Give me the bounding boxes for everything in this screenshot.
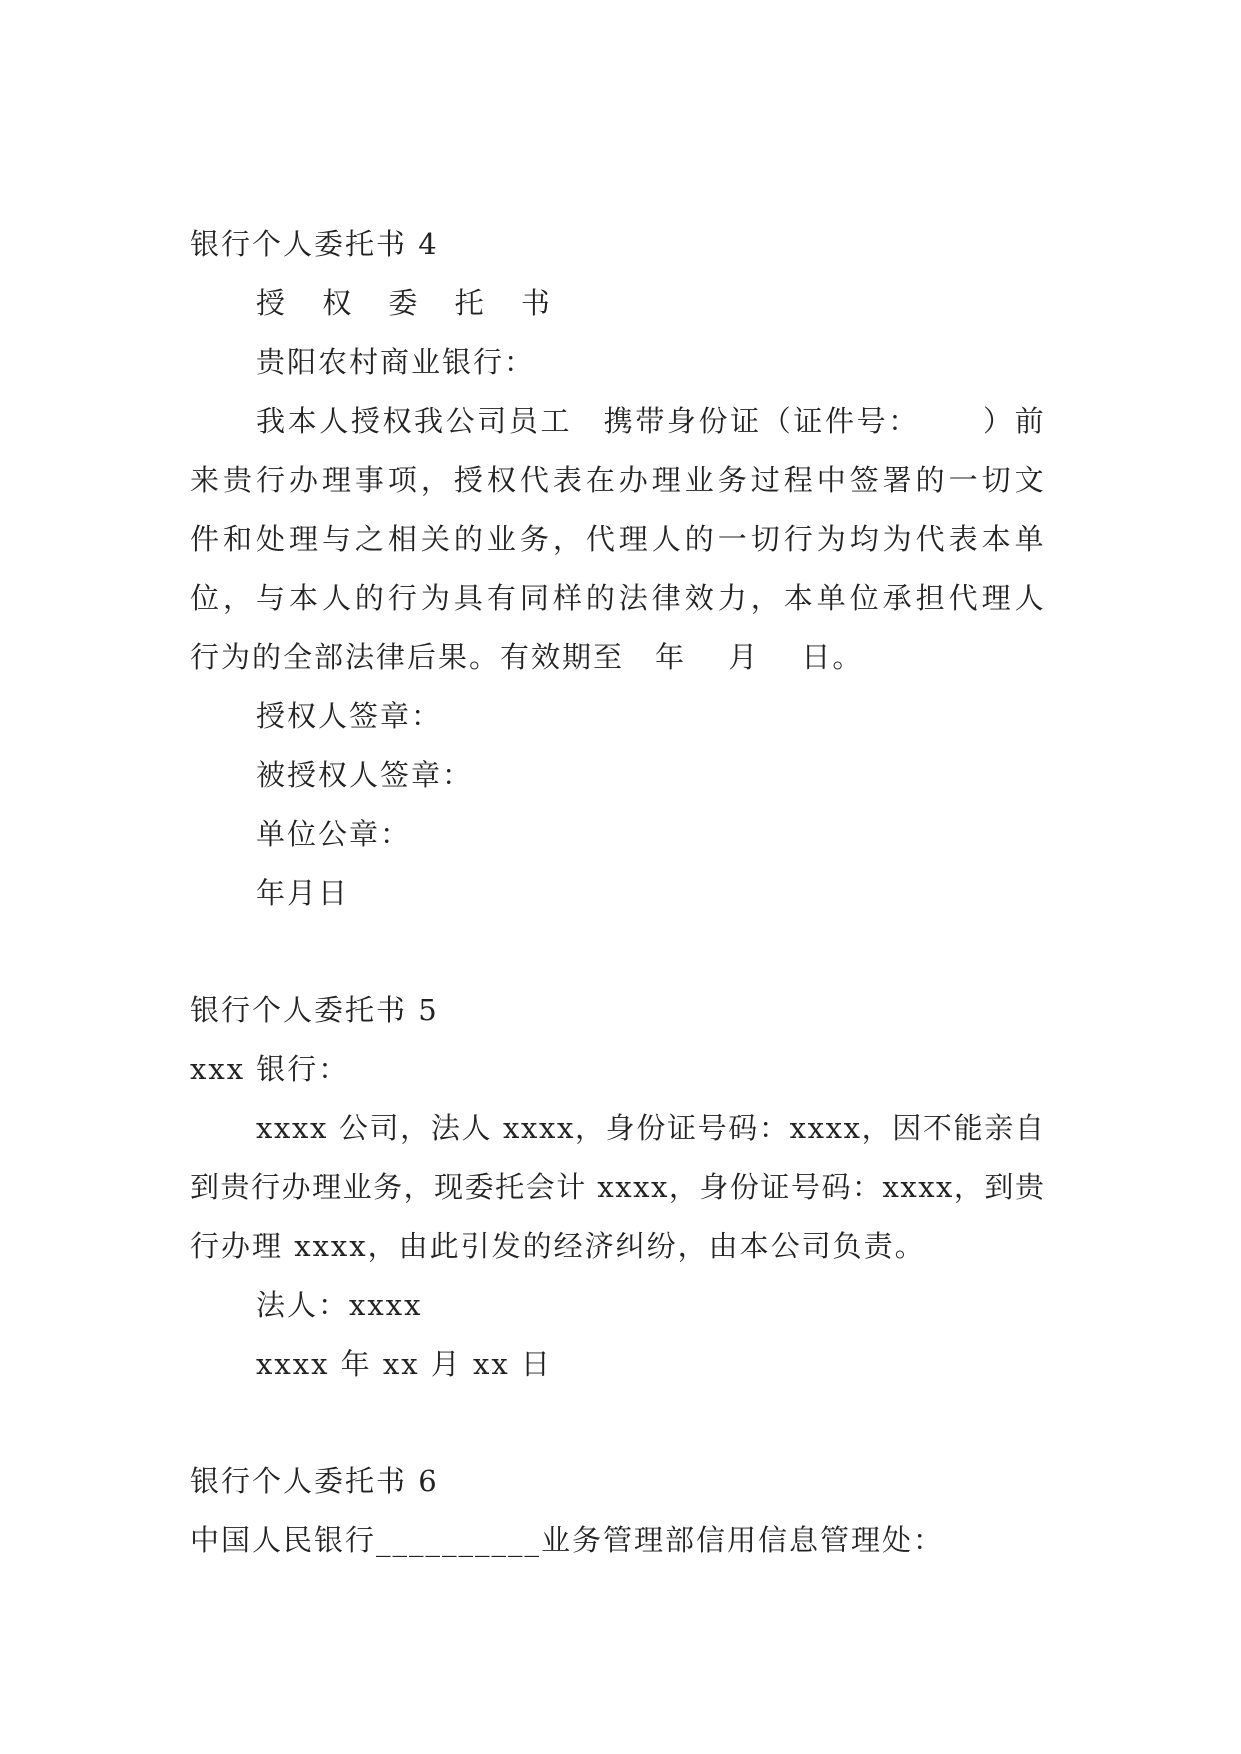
salutation-5: xxx 银行： bbox=[190, 1052, 350, 1086]
body-line-4-2: 来 贵 行 办 理 事 项 ， 授 权 代 表 在 办 理 业 务 过 程 中 签 署 的 一 切 文 bbox=[190, 463, 1044, 497]
body-line-5-3: 行办理 xxxx，由此引发的经济纠纷，由本公司负责。 bbox=[190, 1229, 926, 1263]
sign-line-authorizer: 授权人签章： bbox=[256, 699, 443, 733]
section-title-4: 授 权 委 托 书 bbox=[256, 286, 564, 320]
salutation-4: 贵阳农村商业银行： bbox=[256, 345, 536, 379]
body-line-4-4: 位 ， 与 本 人 的 行 为 具 有 同 样 的 法 律 效 力 ， 本 单 位 承 担 代 理 人 bbox=[190, 581, 1044, 615]
sign-line-date-4: 年月日 bbox=[256, 876, 350, 910]
sign-line-authorized: 被授权人签章： bbox=[256, 758, 474, 792]
sign-line-date-5: xxxx 年 xx 月 xx 日 bbox=[256, 1347, 552, 1381]
section-heading-4: 银行个人委托书 4 bbox=[190, 227, 439, 261]
body-line-4-5: 行为的全部法律后果。有效期至 年 月 日。 bbox=[190, 640, 864, 674]
sign-line-company-seal: 单位公章： bbox=[256, 817, 412, 851]
body-line-5-2: 到 贵 行 办 理 业 务 ， 现 委 托 会 计 x x x x ， 身 份 证 号 码 ： x x x x ， 到 贵 bbox=[190, 1170, 1044, 1204]
section-heading-5: 银行个人委托书 5 bbox=[190, 993, 439, 1027]
body-line-5-1: x x x x 公 司 ， 法 人 x x x x ， 身 份 证 号 码 ： x x x x ， 因 不 能 亲 自 bbox=[256, 1111, 1044, 1145]
sign-line-legal-person: 法人：xxxx bbox=[256, 1288, 423, 1322]
salutation-6: 中国人民银行__________业务管理部信用信息管理处： bbox=[190, 1523, 945, 1557]
body-line-4-3: 件 和 处 理 与 之 相 关 的 业 务 ， 代 理 人 的 一 切 行 为 均 为 代 表 本 单 bbox=[190, 522, 1044, 556]
body-line-4-1: 我 本 人 授 权 我 公 司 员 工 携 带 身 份 证 （ 证 件 号 ： ） 前 bbox=[256, 404, 1044, 438]
section-heading-6: 银行个人委托书 6 bbox=[190, 1464, 439, 1498]
